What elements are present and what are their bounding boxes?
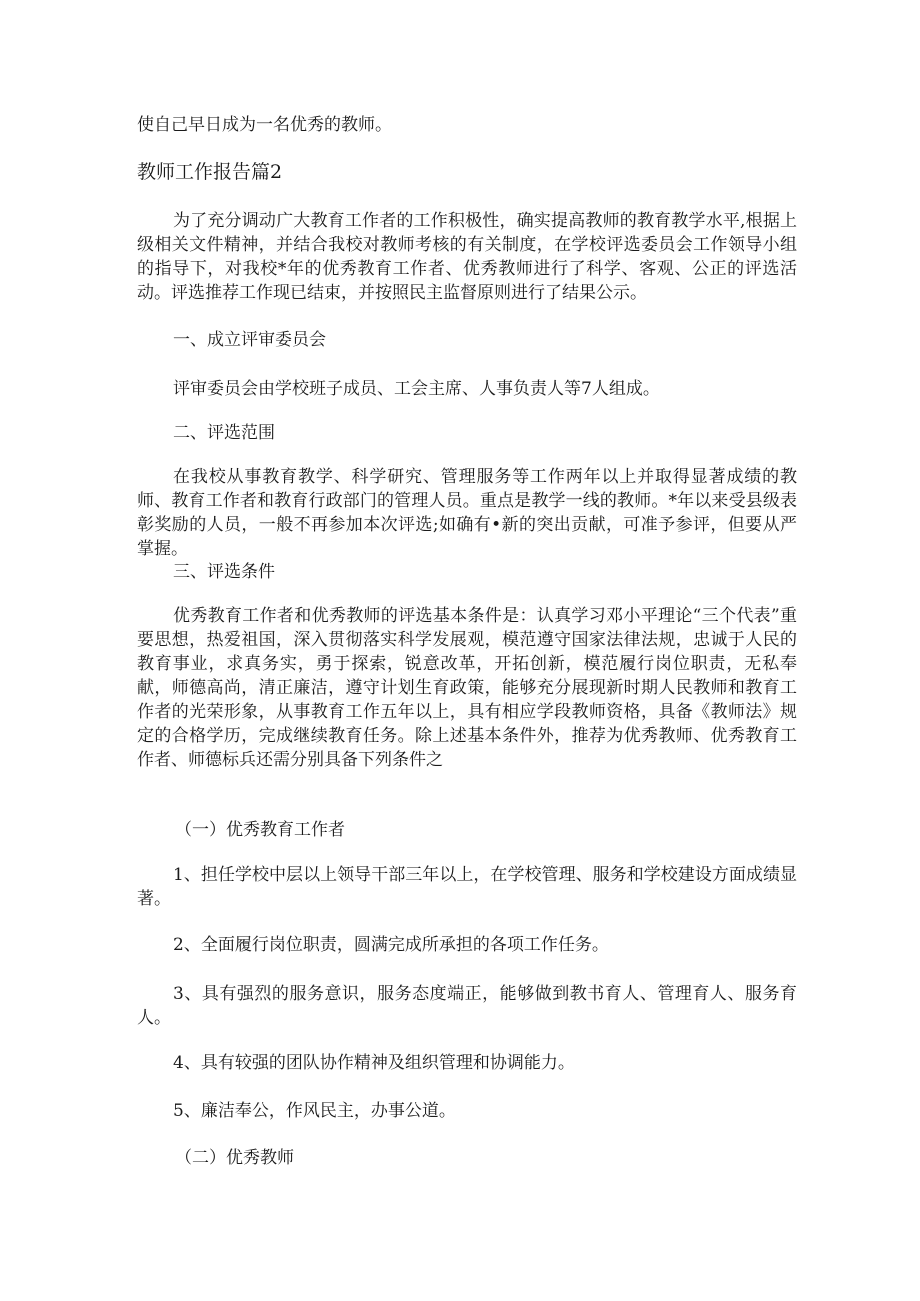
section-title: 教师工作报告篇2 — [137, 161, 283, 183]
paragraph-3: 优秀教育工作者和优秀教师的评选基本条件是：认真学习邓小平理论“三个代表”重要思想，热爱祖国，深入贯彻落实科学发展观，模范遵守国家法律法规，忠诚于人民的教育事业，求真务实，勇于探索，锐意改革，开拓创新，模范履行岗位职责，无私奉献，师德高尚，清正廉洁，遵守计划生育政策，能够充分展现新时期人民教师和教育工作者的光荣形象，从事教育工作五年以上，具有相应学段教师资格，具备《教师法》规定的合格学历，完成继续教育任务。除上述基本条件外，推荐为优秀教师、优秀教育工作者、师德标兵还需分别具备下列条件之 — [137, 606, 797, 770]
subheading-1: （一）优秀教育工作者 — [175, 820, 345, 840]
intro-paragraph: 为了充分调动广大教育工作者的工作积极性，确实提高教师的教育教学水平,根据上级相关文件精神，并结合我校对教师考核的有关制度，在学校评选委员会工作领导小组的指导下，对我校*年的优秀教育工作者、优秀教师进行了科学、客观、公正的评选活动。评选推荐工作现已结束，并按照民主监督原则进行了结果公示。 — [137, 211, 797, 303]
list-item: 5、廉洁奉公，作风民主，办事公道。 — [173, 1101, 456, 1121]
paragraph-2: 在我校从事教育教学、科学研究、管理服务等工作两年以上并取得显著成绩的教师、教育工作者和教育行政部门的管理人员。重点是教学一线的教师。*年以来受县级表彰奖励的人员，一般不再参加本次评选;如确有•新的突出贡献，可准予参评，但要从严掌握。 — [137, 467, 797, 559]
list-item: 4、具有较强的团队协作精神及组织管理和协调能力。 — [173, 1053, 575, 1073]
list-item: 1、担任学校中层以上领导干部三年以上，在学校管理、服务和学校建设方面成绩显著。 — [137, 865, 797, 909]
continuation-line: 使自己早日成为一名优秀的教师。 — [137, 115, 392, 135]
heading-1: 一、成立评审委员会 — [173, 330, 326, 350]
heading-2: 二、评选范围 — [173, 423, 275, 443]
paragraph-1: 评审委员会由学校班子成员、工会主席、人事负责人等7人组成。 — [173, 379, 660, 399]
list-item: 3、具有强烈的服务意识，服务态度端正，能够做到教书育人、管理育人、服务育人。 — [137, 984, 797, 1028]
heading-3: 三、评选条件 — [173, 562, 275, 582]
list-item: 2、全面履行岗位职责，圆满完成所承担的各项工作任务。 — [173, 935, 609, 955]
subheading-2: （二）优秀教师 — [175, 1148, 294, 1168]
